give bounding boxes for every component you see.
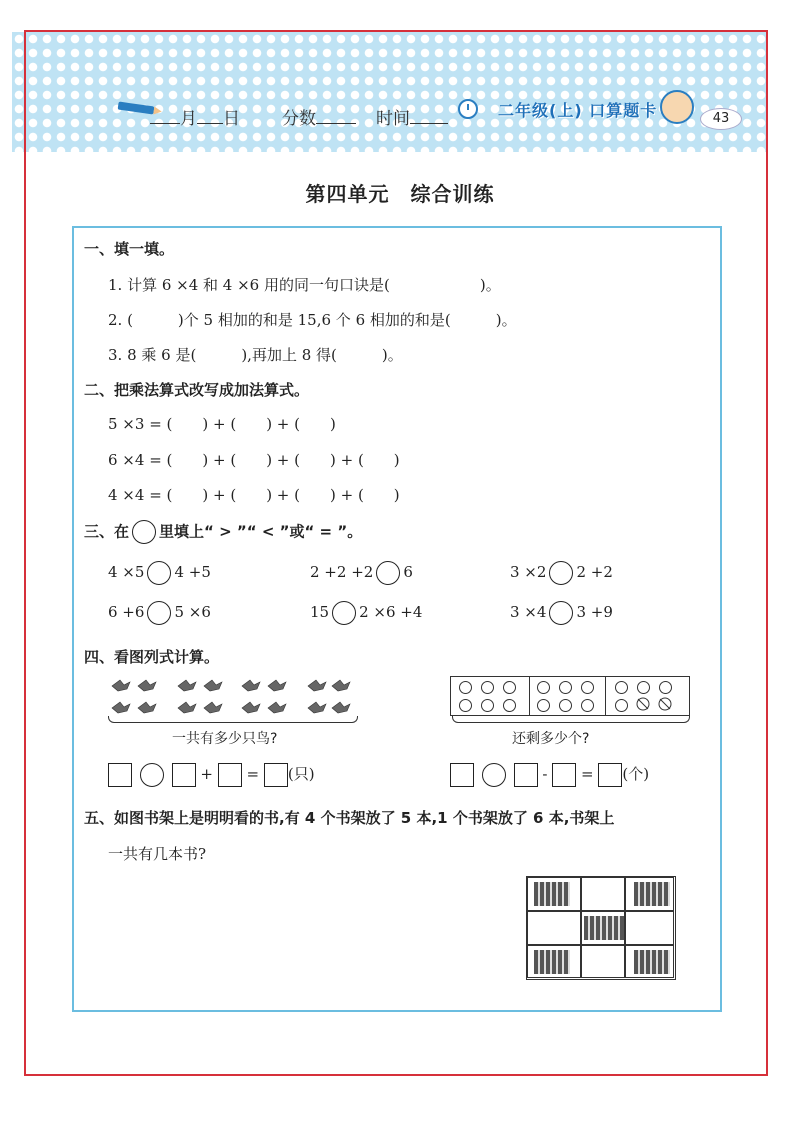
- section3-heading: 三、在 里填上“ > ”“ < ”或“ = ”。: [84, 520, 362, 544]
- shelf-cell: [527, 911, 581, 945]
- page-title: 第四单元 综合训练: [305, 182, 495, 206]
- rewrite-row-3: 4 ×4 = ( ) + ( ) + ( ) + ( ): [108, 486, 400, 504]
- brand-logo: 二年级(上) 口算题卡: [498, 101, 658, 120]
- bird-group: [308, 680, 350, 713]
- date-field: 月 日: [150, 104, 240, 129]
- right-equation: - = (个): [450, 763, 649, 787]
- answer-circle[interactable]: [147, 601, 171, 625]
- answer-box[interactable]: [264, 763, 288, 787]
- ball-tray: [450, 676, 690, 716]
- compare-item: 2 +2 +2 6: [310, 561, 413, 585]
- answer-circle[interactable]: [376, 561, 400, 585]
- crossed-balls: [635, 697, 685, 713]
- shelf-cell: [625, 877, 674, 911]
- shelf-cell: [581, 945, 625, 978]
- rewrite-row-2: 6 ×4 = ( ) + ( ) + ( ) + ( ): [108, 451, 400, 469]
- section5-line2: 一共有几本书?: [108, 845, 207, 863]
- compare-item: 3 ×2 2 +2: [510, 561, 613, 585]
- left-caption: 一共有多少只鸟?: [172, 731, 278, 747]
- shelf-cell: [625, 945, 674, 978]
- shelf-cell: [527, 877, 581, 911]
- shelf-cell: [581, 911, 625, 945]
- score-field: 分数: [282, 104, 356, 129]
- compare-item: 6 +6 5 ×6: [108, 601, 211, 625]
- right-caption: 还剩多少个?: [512, 731, 590, 747]
- answer-box[interactable]: [552, 763, 576, 787]
- clock-icon: [458, 99, 478, 119]
- rewrite-row-1: 5 ×3 = ( ) + ( ) + ( ): [108, 415, 336, 433]
- brace-left: [108, 716, 358, 723]
- section5-line1: 五、如图书架上是明明看的书,有 4 个书架放了 5 本,1 个书架放了 6 本,书架上: [84, 809, 615, 827]
- question-3: 3. 8 乘 6 是( ),再加上 8 得( )。: [108, 346, 403, 364]
- question-1: 1. 计算 6 ×4 和 4 ×6 用的同一句口诀是( )。: [108, 276, 501, 294]
- bookshelf-illustration: [526, 876, 676, 980]
- bird-group: [112, 680, 156, 713]
- answer-circle[interactable]: [549, 561, 573, 585]
- answer-box[interactable]: [514, 763, 538, 787]
- question-2: 2. ( )个 5 相加的和是 15,6 个 6 相加的和是( )。: [108, 311, 517, 329]
- answer-box[interactable]: [450, 763, 474, 787]
- section1-heading: 一、填一填。: [84, 240, 175, 258]
- shelf-cell: [581, 877, 625, 911]
- answer-box[interactable]: [218, 763, 242, 787]
- answer-box[interactable]: [172, 763, 196, 787]
- left-equation: + = (只): [108, 763, 315, 787]
- bird-group: [242, 680, 286, 713]
- page-number: 43: [700, 108, 742, 130]
- shelf-cell: [527, 945, 581, 978]
- operator-circle[interactable]: [140, 763, 164, 787]
- bird-group: [178, 680, 222, 713]
- compare-circle-icon: [132, 520, 156, 544]
- compare-item: 15 2 ×6 +4: [310, 601, 422, 625]
- time-field: 时间: [376, 104, 448, 129]
- section2-heading: 二、把乘法算式改写成加法算式。: [84, 381, 310, 399]
- operator-circle[interactable]: [482, 763, 506, 787]
- answer-box[interactable]: [108, 763, 132, 787]
- section4-heading: 四、看图列式计算。: [84, 648, 220, 666]
- shelf-cell: [625, 911, 674, 945]
- answer-circle[interactable]: [549, 601, 573, 625]
- answer-box[interactable]: [598, 763, 622, 787]
- compare-item: 3 ×4 3 +9: [510, 601, 613, 625]
- compare-item: 4 ×5 4 +5: [108, 561, 211, 585]
- mascot-icon: [660, 90, 694, 124]
- answer-circle[interactable]: [147, 561, 171, 585]
- brace-right: [452, 716, 690, 723]
- answer-circle[interactable]: [332, 601, 356, 625]
